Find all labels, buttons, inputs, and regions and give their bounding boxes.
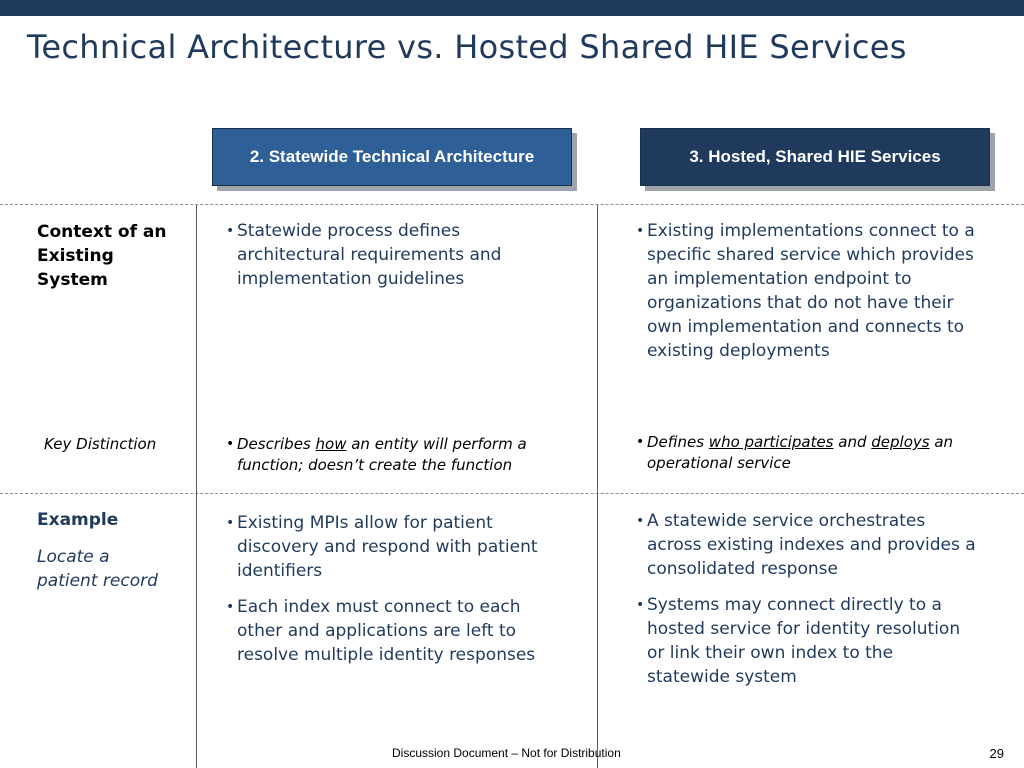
key-text: an operational service xyxy=(647,433,954,472)
bullet-item xyxy=(636,432,981,474)
footer-text: Discussion Document – Not for Distribution xyxy=(392,746,621,760)
key-emphasis-deploys: deploys xyxy=(871,433,930,451)
key-distinction-statewide xyxy=(226,434,571,476)
example-sublabel-line: patient record xyxy=(37,571,158,591)
row-divider-middle xyxy=(0,493,1024,494)
bullet-item xyxy=(226,434,571,476)
row-label-context xyxy=(37,220,167,292)
bullet-item: • Existing implementations connect to a specific shared service which provides an implementation endpoint to organizations that do not have their own implementation and connects to existing deployments xyxy=(636,219,981,363)
example-label: Example xyxy=(37,510,119,530)
bullet-item: • Statewide process defines architectural requirements and implementation guidelines xyxy=(226,219,571,291)
context-statewide-bullets xyxy=(226,219,571,291)
slide-title: Technical Architecture vs. Hosted Shared HIE Services xyxy=(27,28,907,66)
key-emphasis-how: how xyxy=(315,435,347,453)
row-divider-top xyxy=(0,204,1024,205)
bullet-item: • A statewide service orchestrates across existing indexes and provides a consolidated response xyxy=(636,509,981,581)
bullet-item: • Each index must connect to each other and applications are left to resolve multiple identity responses xyxy=(226,595,571,667)
row-label-line: Context of an xyxy=(37,222,167,242)
key-distinction-hosted xyxy=(636,432,981,474)
key-text: Describes xyxy=(237,435,316,453)
example-statewide-bullets xyxy=(226,511,571,667)
column-header-statewide-architecture: 2. Statewide Technical Architecture xyxy=(212,128,572,186)
key-distinction-label: Key Distinction xyxy=(44,435,157,453)
context-hosted-bullets xyxy=(636,219,981,363)
key-emphasis-who-participates: who participates xyxy=(708,433,834,451)
key-text: Defines xyxy=(647,433,709,451)
top-banner-bar xyxy=(0,0,1024,16)
column-divider-right xyxy=(597,205,598,768)
example-sublabel-line: Locate a xyxy=(37,547,110,567)
column-divider-left xyxy=(196,205,197,768)
bullet-item: • Systems may connect directly to a hosted service for identity resolution or link their own index to the statewide system xyxy=(636,593,981,689)
key-text: and xyxy=(833,433,872,451)
column-header-hosted-services: 3. Hosted, Shared HIE Services xyxy=(640,128,990,186)
row-label-line: Existing xyxy=(37,246,114,266)
key-text: an entity will perform a function; doesn’t create the function xyxy=(237,435,527,474)
page-number: 29 xyxy=(989,746,1004,761)
bullet-item: • Existing MPIs allow for patient discovery and respond with patient identifiers xyxy=(226,511,571,583)
example-sublabel xyxy=(37,545,158,593)
row-label-line: System xyxy=(37,270,108,290)
example-hosted-bullets xyxy=(636,509,981,689)
